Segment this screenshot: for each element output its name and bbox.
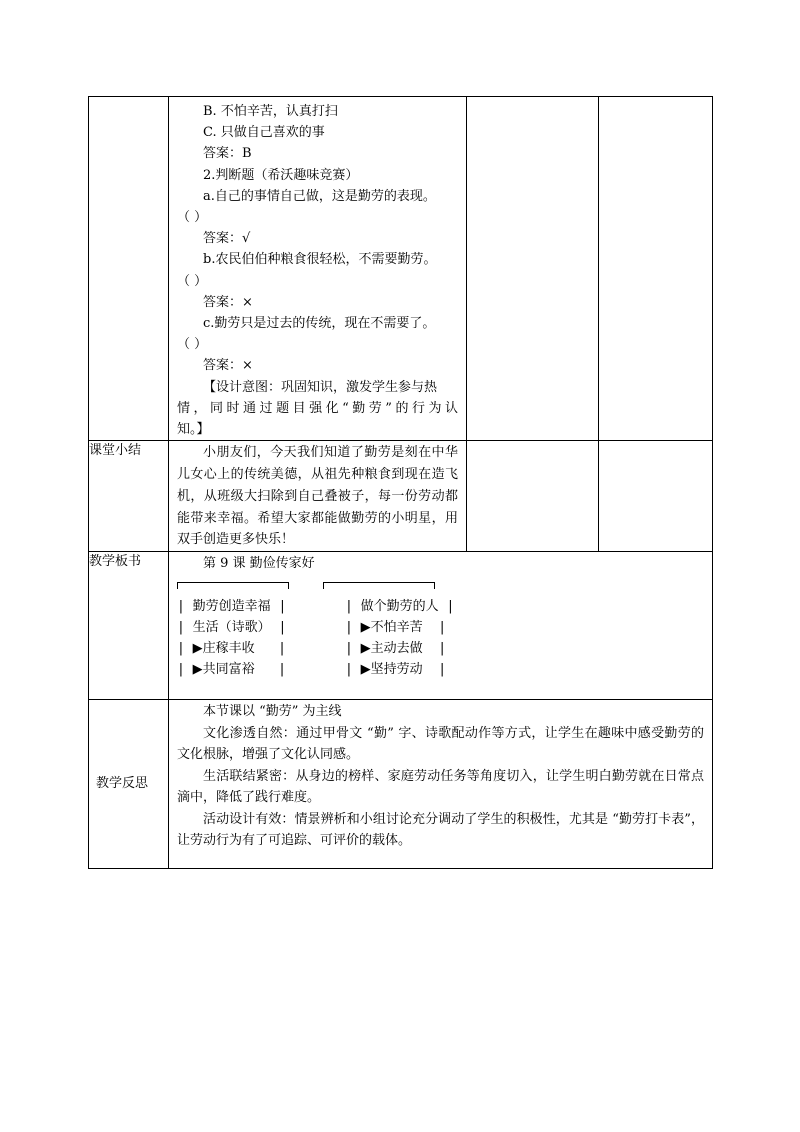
table-row-summary [89,441,713,552]
board-diagram: | 勤劳创造幸福 | | 做个勤劳的人 | | 生活（诗歌） | | ▶不怕辛苦 | | ▶庄稼丰收 | | ▶主动去做 | | ▶共同富裕 | | ▶坚持劳动 | [177,575,712,680]
practice-empty-cell-4 [599,97,713,441]
reflection-point-1: 文化渗透自然：通过甲骨文 “勤” 字、诗歌配动作等方式，让学生在趣味中感受勤劳的文化根脉，增强了文化认同感。 [177,725,704,763]
reflection-label: 教学反思 [89,700,169,869]
board-right-item-3: ▶主动去做 [360,641,423,657]
question-b-paren: （ ） [177,273,208,289]
design-intent-line-3: 知。】 [177,422,210,438]
board-left-item-3: ▶庄稼丰收 [192,641,255,657]
practice-label-cell [89,97,169,441]
board-title: 第 9 课 勤俭传家好 [203,556,315,572]
option-b: B. 不怕辛苦，认真打扫 [203,104,338,119]
summary-empty-cell-4 [599,441,713,552]
board-right-item-1: 做个勤劳的人 [360,599,439,615]
question-2-title: 2.判断题（希沃趣味竞赛） [203,167,359,183]
table-row-reflection [89,700,713,869]
board-left-item-4: ▶共同富裕 [192,662,255,678]
answer-1: 答案：B [203,146,252,162]
board-left-item-1: 勤劳创造幸福 [192,599,271,615]
answer-a: 答案：√ [203,231,251,247]
answer-b: 答案：× [203,294,253,310]
board-left-item-2: 生活（诗歌） [192,620,271,636]
reflection-point-3: 活动设计有效：情景辨析和小组讨论充分调动了学生的积极性，尤其是 “勤劳打卡表”，让劳动行为有了可追踪、可评价的载体。 [177,811,704,849]
question-b: b.农民伯伯种粮食很轻松，不需要勤劳。 [203,252,437,268]
board-right-box-top [323,582,435,589]
reflection-content-cell [169,700,713,869]
reflection-point-2: 生活联结紧密：从身边的榜样、家庭劳动任务等角度切入，让学生明白勤劳就在日常点滴中，降低了践行难度。 [177,768,704,806]
board-content-cell [169,552,713,700]
question-a: a.自己的事情自己做，这是勤劳的表现。 [203,188,436,204]
option-c: C. 只做自己喜欢的事 [203,125,325,141]
answer-c: 答案：× [203,358,253,374]
lesson-plan-table [88,96,713,869]
board-right-item-4: ▶坚持劳动 [360,662,423,678]
summary-content-cell [169,441,467,552]
design-intent-line-2: 情，同时通过题目强化“勤劳”的行为认 [177,400,458,416]
summary-empty-cell-3 [467,441,599,552]
board-right-item-2: ▶不怕辛苦 [360,620,423,636]
design-intent-line-1: 【设计意图：巩固知识，激发学生参与热 [203,379,438,395]
question-a-paren: （ ） [177,210,208,226]
question-c: c.勤劳只是过去的传统，现在不需要了。 [203,316,436,332]
board-label: 教学板书 [89,552,169,700]
table-row-board [89,552,713,700]
practice-empty-cell-3 [467,97,599,441]
table-row-practice [89,97,713,441]
summary-label: 课堂小结 [89,441,169,552]
board-left-box-top [177,582,289,589]
reflection-intro: 本节课以 “勤劳” 为主线 [203,704,342,720]
question-c-paren: （ ） [177,337,208,353]
summary-text: 小朋友们，今天我们知道了勤劳是刻在中华儿女心上的传统美德，从祖先种粮食到现在造飞机，从班级大扫除到自己叠被子，每一份劳动都能带来幸福。希望大家都能做勤劳的小明星，用双手创造更多快乐！ [177,445,458,548]
practice-content-cell [169,97,467,441]
